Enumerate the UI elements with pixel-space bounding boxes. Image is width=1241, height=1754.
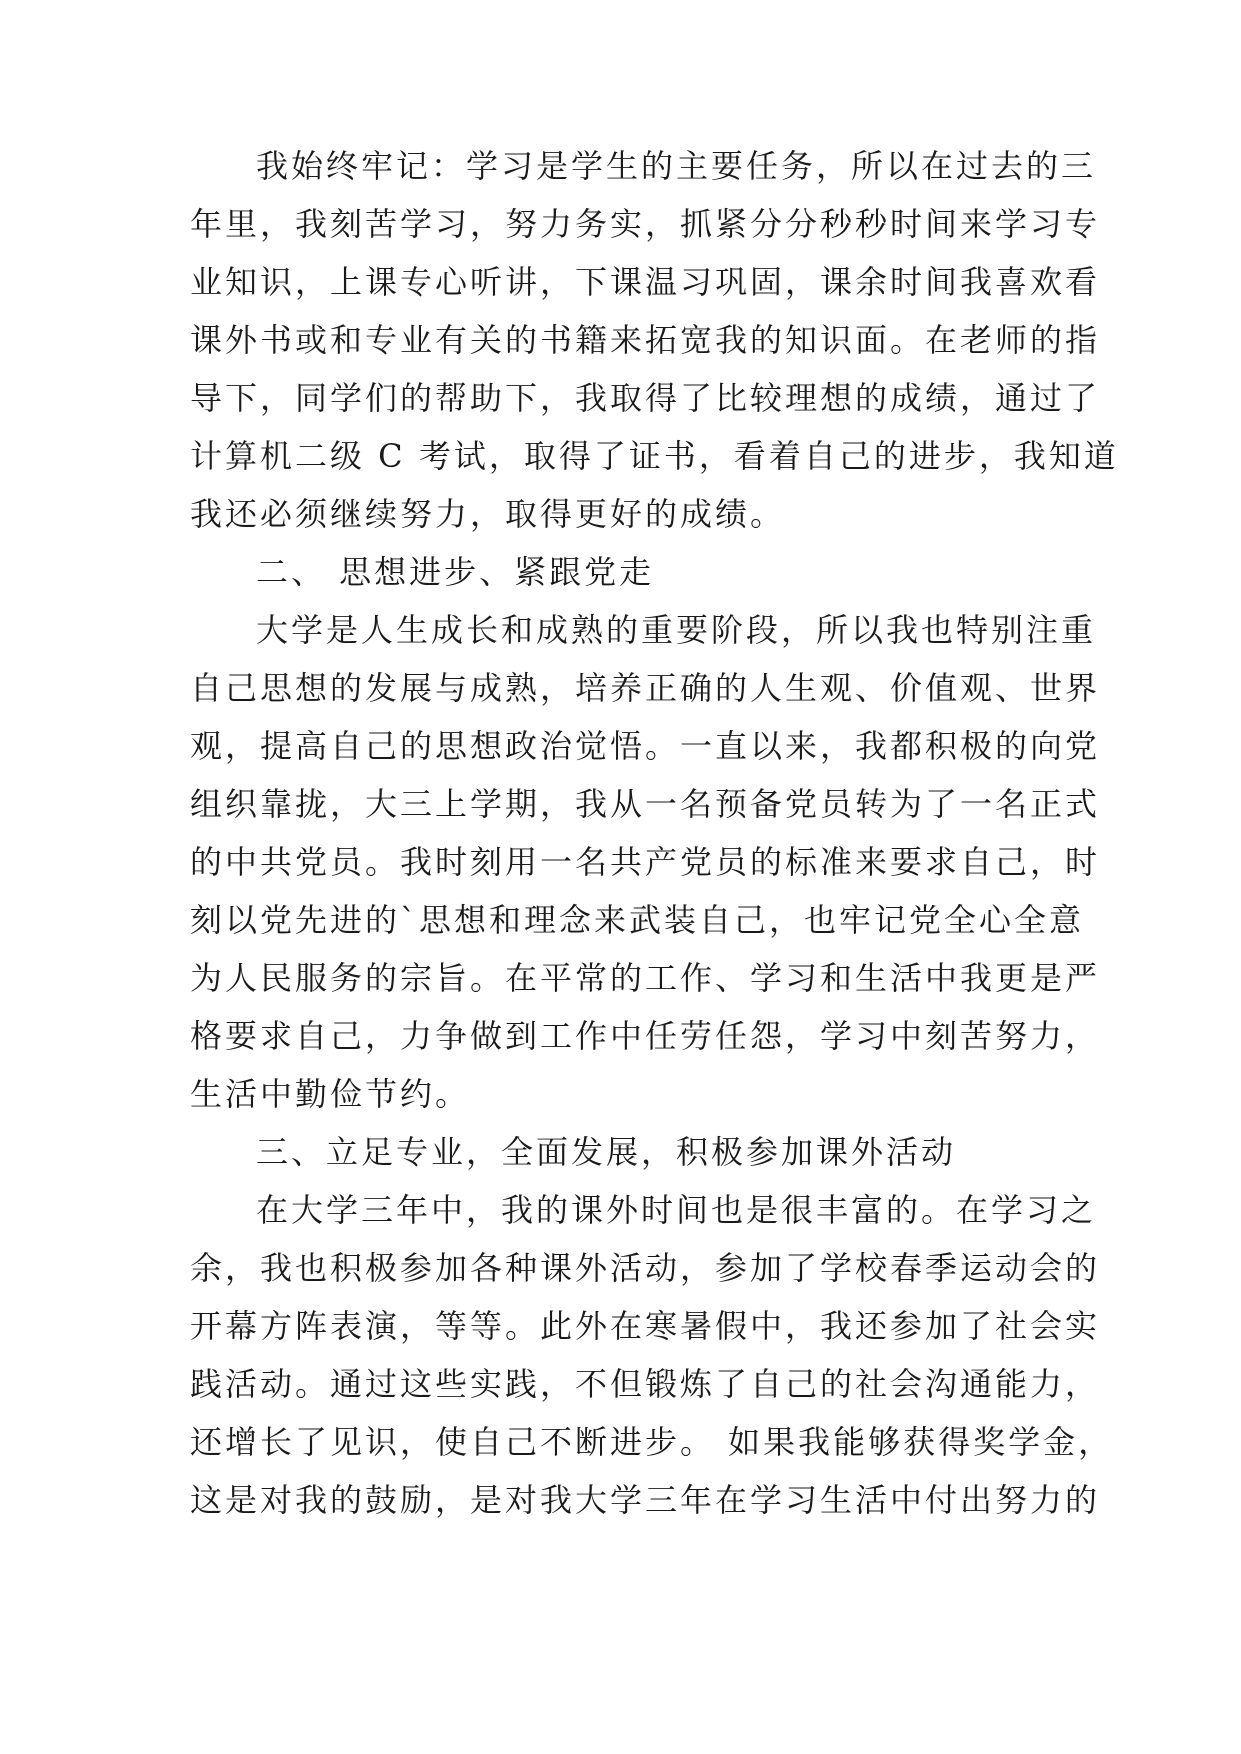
- paragraph-3-line-2: 余，我也积极参加各种课外活动，参加了学校春季运动会的: [190, 1249, 1101, 1287]
- paragraph-2-line-7: 为人民服务的宗旨。在平常的工作、学习和生活中我更是严: [190, 959, 1101, 997]
- section-heading-2: 二、 思想进步、紧跟党走: [256, 553, 655, 591]
- paragraph-3-line-3: 开幕方阵表演，等等。此外在寒暑假中，我还参加了社会实: [190, 1307, 1101, 1345]
- document-body: [190, 137, 1119, 1529]
- paragraph-1-line-6: 计算机二级 C 考试，取得了证书，看着自己的进步，我知道: [190, 437, 1119, 475]
- paragraph-2-line-4: 组织靠拢，大三上学期，我从一名预备党员转为了一名正式: [190, 785, 1101, 823]
- paragraph-3-line-5: 还增长了见识，使自己不断进步。 如果我能够获得奖学金，: [190, 1423, 1114, 1461]
- paragraph-2-line-5: 的中共党员。我时刻用一名共产党员的标准来要求自己，时: [190, 843, 1101, 881]
- paragraph-1-line-7: 我还必须继续努力，取得更好的成绩。: [190, 495, 786, 533]
- paragraph-1-line-2: 年里，我刻苦学习，努力务实，抓紧分分秒秒时间来学习专: [190, 205, 1101, 243]
- paragraph-2-line-6: 刻以党先进的`思想和理念来武装自己，也牢记党全心全意: [190, 901, 1085, 939]
- paragraph-1-line-3: 业知识，上课专心听讲，下课温习巩固，课余时间我喜欢看: [190, 263, 1101, 301]
- section-heading-3: 三、立足专业，全面发展，积极参加课外活动: [256, 1133, 957, 1171]
- paragraph-1-line-4: 课外书或和专业有关的书籍来拓宽我的知识面。在老师的指: [190, 321, 1101, 359]
- paragraph-3-line-1: 在大学三年中，我的课外时间也是很丰富的。在学习之: [256, 1191, 1097, 1229]
- paragraph-2-line-3: 观，提高自己的思想政治觉悟。一直以来，我都积极的向党: [190, 727, 1101, 765]
- paragraph-3-line-6: 这是对我的鼓励，是对我大学三年在学习生活中付出努力的: [190, 1481, 1101, 1519]
- paragraph-2-line-9: 生活中勤俭节约。: [190, 1075, 471, 1113]
- paragraph-2-line-2: 自己思想的发展与成熟，培养正确的人生观、价值观、世界: [190, 669, 1101, 707]
- paragraph-2-line-1: 大学是人生成长和成熟的重要阶段，所以我也特别注重: [256, 611, 1097, 649]
- paragraph-1-line-1: 我始终牢记：学习是学生的主要任务，所以在过去的三: [256, 147, 1097, 185]
- paragraph-3-line-4: 践活动。通过这些实践，不但锻炼了自己的社会沟通能力，: [190, 1365, 1101, 1403]
- paragraph-1-line-5: 导下，同学们的帮助下，我取得了比较理想的成绩，通过了: [190, 379, 1101, 417]
- paragraph-2-line-8: 格要求自己，力争做到工作中任劳任怨，学习中刻苦努力，: [190, 1017, 1101, 1055]
